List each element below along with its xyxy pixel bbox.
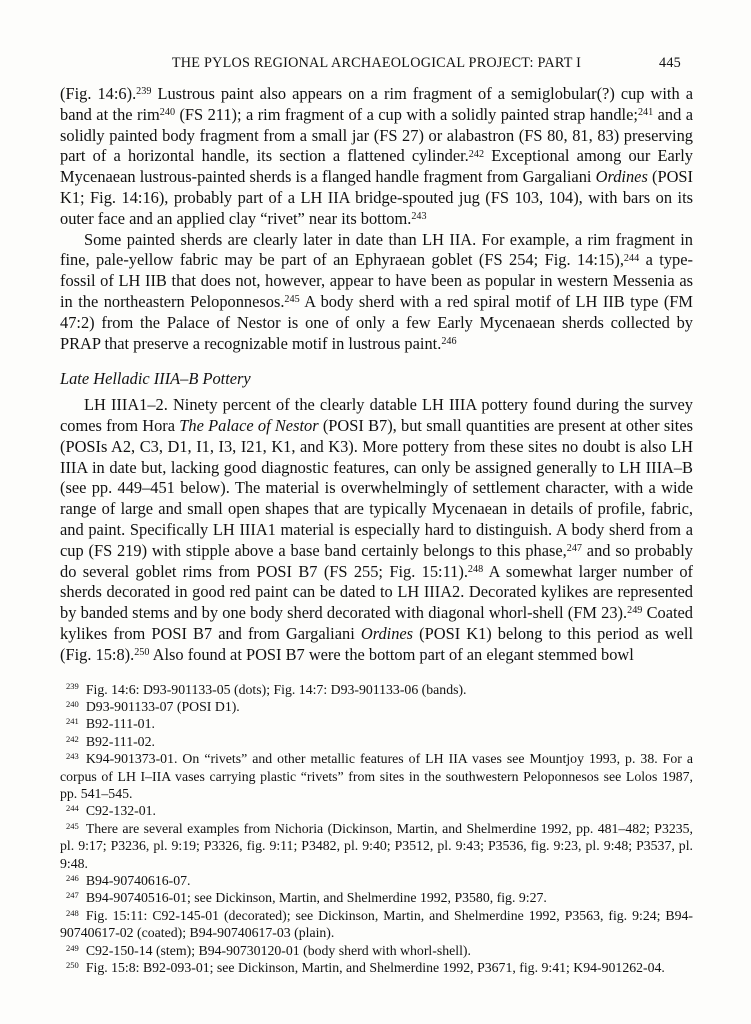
footnote-number: 247 xyxy=(66,890,79,901)
italic-text: Late Helladic IIIA–B Pottery xyxy=(60,369,251,389)
body-paragraph: LH IIIA1–2. Ninety percent of the clearly datable LH IIIA pottery found during the survey comes from Hora The Palace of Nestor (POSI B7), but small quantities are present at other sites (POSIs A2, C3, D1, I1, I3, I21, K1, and K3). More pottery from these sites no doubt is also LH IIIA in date but, lacking good diagnostic features, can only be assigned generally to LH IIIA–B (see pp. 449–451 below). The material is overwhelmingly of settlement character, with a wide range of large and small open shapes that are typically Mycenaean in details of profile, fabric, and paint. Specifically LH IIIA1 material is especially hard to distinguish. A body sherd from a cup (FS 219) with stipple above a base band certainly belongs to this phase,$^{247}$ and so probably do several goblet rims from POSI B7 (FS 255; Fig. 15:11).$^{248}$ A somewhat larger number of sherds decorated in good red paint can be dated to LH IIIA2. Decorated kylikes are represented by banded stems and by one body sherd decorated with diagonal whorl-shell (FM 23).$^{249}$ Coated kylikes from POSI B7 and from Gargaliani Ordines (POSI K1) belong to this period as well (Fig. 15:8).$^{250}$ Also found at POSI B7 were the bottom part of an elegant stemmed bowl xyxy=(60,395,694,664)
footnote-ref: 249 xyxy=(627,605,643,617)
footnote-ref: 240 xyxy=(159,106,176,118)
footnote-ref: 247 xyxy=(566,542,582,554)
footnotes-section xyxy=(60,681,693,977)
footnote-247: $^{247}$ B94-90740516-01; see Dickinson, Martin, and Shelmerdine 1992, P3580, fig. 9:27. xyxy=(66,890,547,906)
footnote-number: 248 xyxy=(66,907,79,918)
footnote-250: $^{250}$ Fig. 15:8: B92-093-01; see Dickinson, Martin, and Shelmerdine 1992, P3671, fig. 9:41; K94-901262-04. xyxy=(66,959,665,976)
body-paragraph: Some painted sherds are clearly later in date than LH IIA. For example, a rim fragment in fine, pale-yellow fabric may be part of an Ephyraean goblet (FS 254; Fig. 14:15),$^{244}$ a type-fossil of LH IIB that does not, however, appear to have been as popular in western Messenia as in the northeastern Peloponnesos.$^{245}$ A body sherd with a red spiral motif of LH IIB type (FM 47:2) from the Palace of Nestor is one of only a few Early Mycenaean sherds collected by PRAP that preserve a recognizable motif in lustrous paint.$^{246}$ xyxy=(60,229,693,353)
footnote-ref: 245 xyxy=(284,294,300,306)
footnote-243: $^{243}$ K94-901373-01. On “rivets” and other metallic features of LH IIA vases see Mountjoy 1993, p. 38. For a corpus of LH I–IIA vases carrying plastic “rivets” from sites in the southwestern Peloponnesos see Lolos 1987, pp. 541–545. xyxy=(60,751,693,801)
footnote-number: 242 xyxy=(66,733,79,744)
footnote-ref: 244 xyxy=(623,252,640,264)
italic-text: Ordines xyxy=(595,167,648,187)
page-number: 445 xyxy=(658,55,681,71)
footnote-ref: 239 xyxy=(136,86,152,98)
footnote-number: 246 xyxy=(66,872,79,883)
footnote-number: 245 xyxy=(66,820,79,831)
running-head-title: THE PYLOS REGIONAL ARCHAEOLOGICAL PROJECT: PART I xyxy=(171,55,582,71)
footnote-ref: 242 xyxy=(468,148,485,160)
footnote-241: $^{241}$ B92-111-01. xyxy=(66,716,155,732)
body-paragraph: (Fig. 14:6).$^{239}$ Lustrous paint also appears on a rim fragment of a semiglobular(?) cup with a band at the rim$^{240}$ (FS 211); a rim fragment of a cup with a solidly painted strap handle;$^{241}$ and a solidly painted body fragment from a small jar (FS 27) or alabastron (FS 80, 81, 83) preserving part of a horizontal handle, its section a flattened cylinder.$^{242}$ Exceptional among our Early Mycenaean lustrous-painted sherds is a flanged handle fragment from Gargaliani Ordines (POSI K1; Fig. 14:16), probably part of a LH IIA bridge-spouted jug (FS 103, 104), with bars on its outer face and an applied clay “rivet” near its bottom.$^{243}$ xyxy=(60,84,694,228)
footnote-ref: 248 xyxy=(467,563,484,575)
footnote-248: $^{248}$ Fig. 15:11: C92-145-01 (decorated); see Dickinson, Martin, and Shelmerdine 1992, P3563, fig. 9:24; B94-90740617-02 (coated); B94-90740617-03 (plain). xyxy=(60,907,693,941)
section-heading xyxy=(60,369,693,390)
footnote-number: 244 xyxy=(66,803,79,814)
footnote-249: $^{249}$ C92-150-14 (stem); B94-90730120-01 (body sherd with whorl-shell). xyxy=(66,942,471,958)
footnote-number: 249 xyxy=(66,942,79,953)
footnote-242: $^{242}$ B92-111-02. xyxy=(66,733,155,749)
footnote-number: 239 xyxy=(66,681,79,692)
footnote-number: 241 xyxy=(66,716,79,727)
footnote-ref: 243 xyxy=(411,210,427,222)
running-head xyxy=(60,55,693,72)
footnote-number: 250 xyxy=(66,959,79,970)
footnote-ref: 241 xyxy=(637,106,654,118)
footnote-number: 243 xyxy=(66,751,79,762)
footnote-239: $^{239}$ Fig. 14:6: D93-901133-05 (dots); Fig. 14:7: D93-901133-06 (bands). xyxy=(66,681,467,697)
footnote-245: $^{245}$ There are several examples from Nichoria (Dickinson, Martin, and Shelmerdine 1992, pp. 481–482; P3235, pl. 9:17; P3236, pl. 9:19; P3326, fig. 9:11; P3482, pl. 9:40; P3512, pl. 9:43; P3536, fig. 9:23, pl. 9:48; P3537, pl. 9:48. xyxy=(60,820,693,871)
footnote-number: 240 xyxy=(66,698,79,709)
italic-text: The Palace of Nestor xyxy=(179,415,319,435)
italic-text: Ordines xyxy=(360,623,414,643)
footnote-246: $^{246}$ B94-90740616-07. xyxy=(66,872,191,888)
body-text xyxy=(60,84,693,666)
footnote-ref: 250 xyxy=(134,646,150,658)
page-content xyxy=(60,84,693,976)
footnote-ref: 246 xyxy=(441,335,457,347)
footnote-240: $^{240}$ D93-901133-07 (POSI D1). xyxy=(66,698,240,714)
footnote-244: $^{244}$ C92-132-01. xyxy=(66,803,156,819)
